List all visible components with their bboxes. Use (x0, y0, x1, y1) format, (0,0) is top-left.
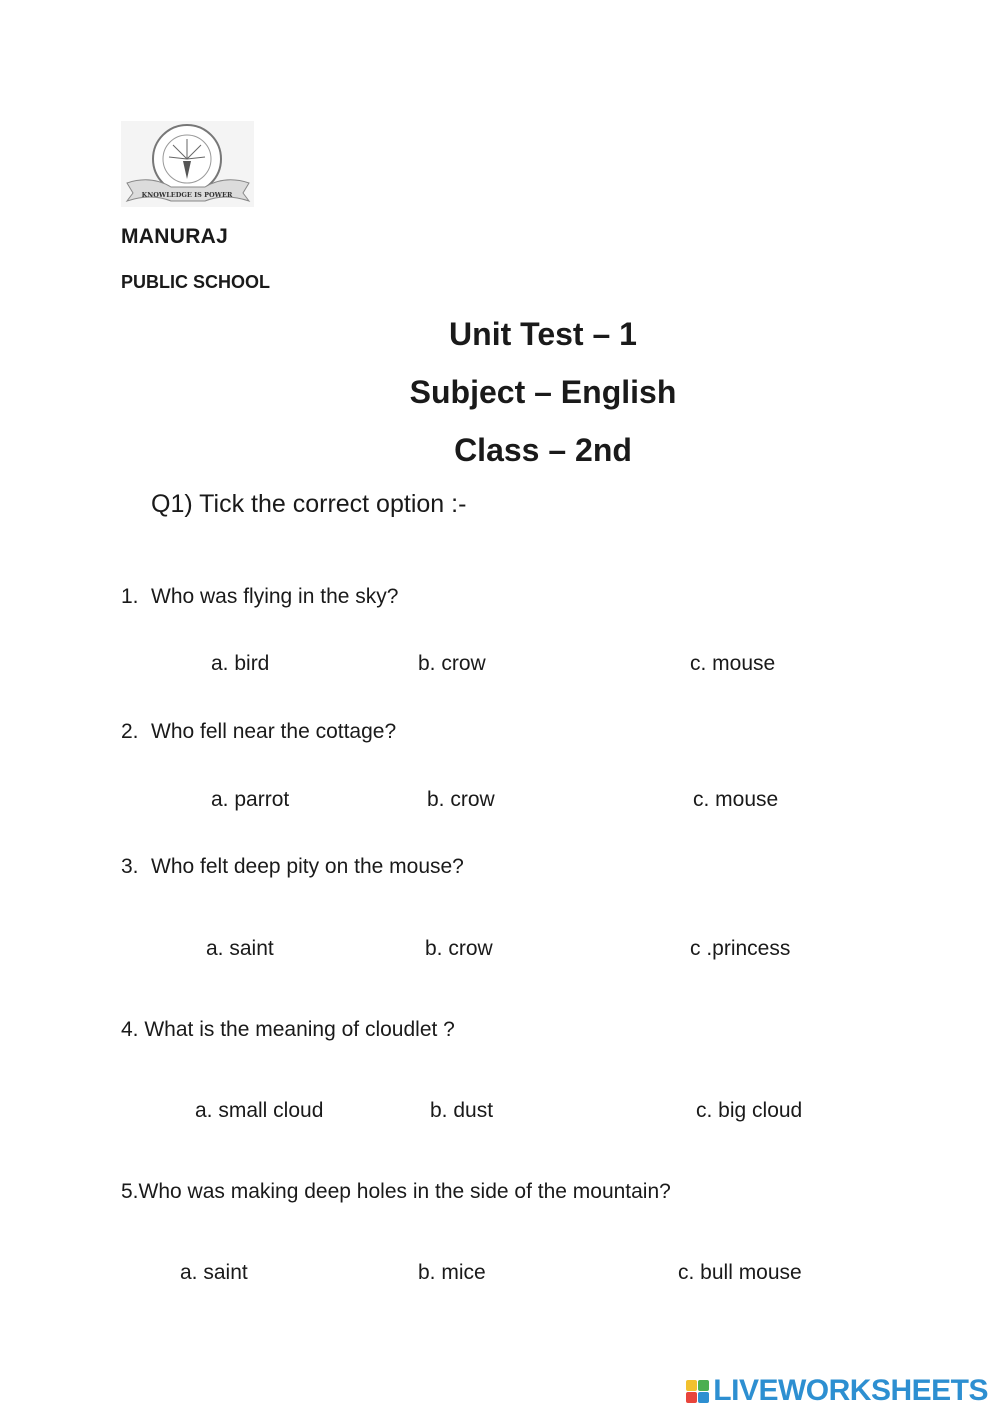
logo-square-yellow (686, 1380, 697, 1391)
question-3-option-b[interactable]: b. crow (425, 937, 493, 960)
class-heading: Class – 2nd (454, 432, 632, 468)
school-name-line2: PUBLIC SCHOOL (121, 272, 271, 292)
logo-square-green (698, 1380, 709, 1391)
question-4-option-b[interactable]: b. dust (430, 1099, 494, 1122)
question-1-option-c[interactable]: c. mouse (690, 652, 776, 675)
subject-heading: Subject – English (409, 374, 677, 410)
question-2-option-c[interactable]: c. mouse (693, 788, 779, 811)
test-title: Unit Test – 1 (449, 316, 637, 352)
liveworksheets-text: LIVEWORKSHEETS (713, 1374, 988, 1407)
question-5-option-a[interactable]: a. saint (180, 1261, 248, 1284)
question-4-text: 4. What is the meaning of cloudlet ? (121, 1018, 455, 1041)
question-2-option-a[interactable]: a. parrot (211, 788, 290, 811)
logo-square-blue (698, 1392, 709, 1403)
question-1-option-b[interactable]: b. crow (418, 652, 486, 675)
question-4-option-a[interactable]: a. small cloud (195, 1099, 324, 1122)
liveworksheets-watermark[interactable] (686, 1374, 988, 1408)
question-3-option-a[interactable]: a. saint (206, 937, 274, 960)
logo-ribbon-text: KNOWLEDGE IS POWER (141, 191, 233, 199)
liveworksheets-logo-icon (686, 1380, 709, 1403)
question-3-option-c[interactable]: c .princess (690, 937, 791, 960)
question-1-number: 1. (121, 585, 139, 608)
section-instruction: Q1) Tick the correct option :- (151, 490, 467, 518)
question-5-option-b[interactable]: b. mice (418, 1261, 486, 1284)
question-4-option-c[interactable]: c. big cloud (696, 1099, 803, 1122)
question-2-text: Who fell near the cottage? (151, 720, 397, 743)
question-3-text: Who felt deep pity on the mouse? (151, 855, 464, 878)
question-3-number: 3. (121, 855, 139, 878)
question-2-option-b[interactable]: b. crow (427, 788, 495, 811)
question-5-option-c[interactable]: c. bull mouse (678, 1261, 802, 1284)
school-name-line1: MANURAJ (121, 225, 229, 248)
question-5-text: 5.Who was making deep holes in the side of the mountain? (121, 1180, 671, 1203)
logo-square-red (686, 1392, 697, 1403)
question-2-number: 2. (121, 720, 139, 743)
question-1-option-a[interactable]: a. bird (211, 652, 270, 675)
school-logo (121, 121, 254, 207)
question-1-text: Who was flying in the sky? (151, 585, 399, 608)
